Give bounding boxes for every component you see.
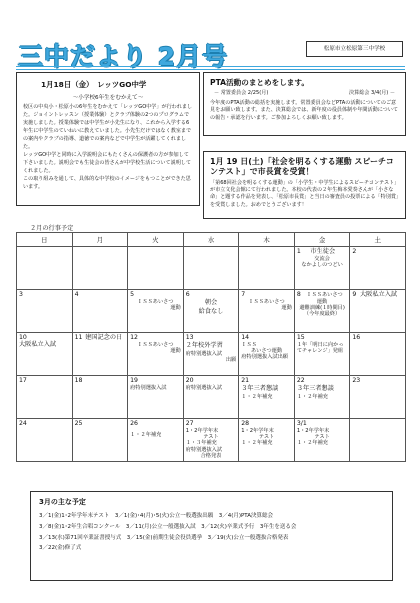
calendar-event: 府特別選抜入試 — [185, 446, 223, 453]
calendar-event: 府特別選抜入試 — [185, 385, 223, 391]
march-schedule-line: 3／13(水)第71回卒業証書授与式 3／15(金)前期生徒会役員選挙 3／19(火)公立一般選抜合格発表 — [39, 534, 289, 541]
pta-committee-date: － 常置委員会 2/25(月) — [214, 90, 269, 96]
article-lets-go-p1: 校区の中央小・松原小の6年生をむかえて「レッツGO中学」が行われました。ジョイントレッスン（授業体験）とクラブ体験の2つのプログラムで実施しました。授業体験では中学生が小先生になり、これから入学する6年生に中学生のていねいに教えていました。小先生だけではなく教室までの案内やクラブの指導、道徳での案内などで中学生が活躍してくれました。 — [23, 104, 193, 150]
calendar-event: テスト — [258, 434, 275, 441]
article-lets-go-p3: この取り組みを通して、具体的な中学校のイメージをもつことができた思います。 — [23, 176, 191, 190]
header-rule-thin — [16, 69, 405, 70]
calendar-day-cell — [239, 333, 295, 376]
calendar-event: あいさつ運動 — [250, 348, 283, 355]
weekday-wed: 水 — [183, 233, 239, 247]
calendar-event: 朝会 — [204, 299, 218, 306]
calendar-day-cell — [350, 333, 406, 376]
calendar-event: 給食なし — [198, 307, 224, 315]
calendar-event: ２年校外学習 — [185, 342, 223, 349]
calendar-event: 出願 — [225, 356, 237, 363]
day-number: 4 — [74, 291, 79, 298]
day-number: 8 — [296, 291, 301, 298]
pta-general-meeting-date: 決算総会 3/4(月) － — [349, 90, 395, 96]
calendar-event: 府特別選抜入試 — [130, 385, 167, 391]
day-number: 3 — [19, 291, 23, 298]
calendar-event: 1・2年学年末 — [296, 428, 330, 434]
school-name-box: 松原市立松原第三中学校 — [306, 41, 403, 57]
calendar-day-cell — [294, 290, 350, 333]
march-schedule-line: 3／8(金)1･2年生合唱コンクール 3／11(月)公立一般選抜入試 3／12(火)卒業式予行 3年生を送る会 — [39, 523, 297, 530]
article-lets-go-p2: レッツGO中学と同時に入学説明会にもたくさんの保護者の方が参加して下さいました。説明会でも生徒会の皆さんが中学校生活について説明してくれました。 — [23, 152, 191, 174]
calendar-day-cell — [239, 419, 295, 462]
calendar-event: ３年三者懇談 — [296, 385, 334, 392]
march-schedule-line: 3／1(金)1･2年学年末テスト 3／1(金)･4(月)･5(火)公立一般選抜出願 3／4(月)PTA決算総会 — [39, 513, 273, 519]
calendar-week — [17, 419, 406, 462]
calendar-day-cell — [128, 290, 184, 333]
calendar-day-cell — [350, 376, 406, 419]
calendar-day-cell — [128, 419, 184, 462]
day-number: 25 — [74, 420, 83, 427]
article-speech-heading: 1月 19 日(土)「社会を明るくする運動 スピーチコンテスト」で市長賞を受賞！ — [210, 157, 394, 176]
day-number: 16 — [352, 334, 361, 341]
day-number: 3/1 — [296, 420, 307, 427]
calendar-event: 合格発表 — [200, 452, 222, 459]
calendar-day-cell — [183, 376, 239, 419]
day-number: 20 — [185, 377, 194, 384]
day-number: 19 — [130, 377, 138, 384]
weekday-sun: 日 — [17, 233, 73, 247]
calendar-day-cell — [17, 247, 73, 290]
calendar-event: ３年三者懇談 — [241, 385, 279, 392]
calendar-event: 建国記念の日 — [85, 334, 123, 341]
calendar-event: １・２年補充 — [296, 440, 328, 447]
calendar-label: ２月の行事予定 — [30, 225, 74, 232]
calendar-day-cell — [17, 290, 73, 333]
calendar-event: １・２年補充 — [130, 432, 162, 438]
day-number: 21 — [241, 377, 250, 384]
calendar-event: １・２年補充 — [241, 440, 273, 447]
calendar-day-cell — [17, 333, 73, 376]
article-lets-go-heading: 1月18日（金） レッツGO中学 — [41, 80, 147, 89]
calendar-day-cell — [183, 419, 239, 462]
calendar-day-cell — [128, 247, 184, 290]
calendar-day-cell — [72, 333, 128, 376]
calendar-event: 府特別選抜入試出願 — [241, 354, 288, 361]
day-number: 15 — [296, 334, 305, 341]
calendar-day-cell — [128, 333, 184, 376]
calendar-event: １・３年補充 — [185, 440, 217, 447]
article-pta-dates — [210, 90, 399, 98]
weekday-sat: 土 — [350, 233, 406, 247]
calendar-day-cell — [294, 376, 350, 419]
calendar-event: １年「明日に向かってチャレンジ」発組 — [296, 342, 344, 355]
calendar-day-cell — [72, 247, 128, 290]
calendar-day-cell — [17, 376, 73, 419]
calendar-week — [17, 376, 406, 419]
day-number: 22 — [296, 377, 305, 384]
calendar-week — [17, 247, 406, 290]
calendar-event: 運動 — [316, 299, 328, 305]
article-lets-go — [16, 72, 200, 206]
calendar-day-cell — [183, 290, 239, 333]
calendar-day-cell — [239, 290, 295, 333]
calendar-day-cell — [239, 376, 295, 419]
calendar-day-cell — [294, 247, 350, 290]
calendar-event: ＩＳＳあいさつ — [137, 342, 174, 348]
day-number: 17 — [19, 377, 27, 384]
header-rule — [16, 66, 405, 67]
day-number: 9 — [352, 291, 357, 298]
calendar-day-cell — [239, 247, 295, 290]
day-number: 14 — [241, 334, 250, 341]
article-lets-go-subheading: ～小学校6年生をむかえて～ — [72, 95, 144, 101]
day-number: 10 — [19, 334, 27, 341]
weekday-fri: 金 — [294, 233, 350, 247]
calendar-event: 運動 — [170, 305, 181, 312]
calendar-day-cell — [350, 419, 406, 462]
calendar-event: 大阪私立入試 — [19, 341, 57, 348]
calendar-event: １・２年補充 — [241, 393, 273, 400]
calendar-day-cell — [72, 290, 128, 333]
calendar-day-cell — [350, 290, 406, 333]
weekday-tue: 火 — [128, 233, 184, 247]
article-speech-contest — [203, 151, 406, 219]
article-pta-body: 今年度のPTA活動の総括を実施します。常置委員会などPTAの活動についてのご意見をお願い致します。また、決算総会では、新年度の役員体制や年間活動についての報告・承認を行います。ご参加よろしくお願い致します。 — [210, 99, 398, 121]
article-pta — [203, 72, 406, 136]
day-number: 12 — [130, 334, 138, 341]
weekday-thu: 木 — [239, 233, 295, 247]
calendar-event: （今年度最終） — [303, 311, 341, 318]
calendar-event: 1・2年学年末 — [241, 428, 274, 434]
calendar-day-cell — [72, 376, 128, 419]
day-number: 26 — [130, 420, 138, 427]
calendar-event: 運動 — [281, 305, 292, 312]
calendar-day-cell — [183, 247, 239, 290]
calendar-event: ＩＳＳあいさつ — [137, 299, 174, 305]
day-number: 6 — [185, 291, 190, 298]
february-calendar — [16, 232, 406, 462]
newsletter-title: 三中だより 2月号 — [18, 42, 229, 71]
day-number: 13 — [185, 334, 194, 341]
calendar-event: 交流会 — [314, 256, 330, 262]
calendar-event: １・２年補充 — [296, 393, 328, 400]
calendar-event: ＩＳＳあいさつ — [306, 292, 343, 298]
calendar-week — [17, 290, 406, 333]
weekday-mon: 月 — [72, 233, 128, 247]
day-number: 1 — [296, 248, 301, 255]
day-number: 18 — [74, 377, 83, 384]
calendar-event: 市生徒会 — [310, 248, 336, 255]
calendar-event: ＩＳＳあいさつ — [248, 299, 285, 305]
calendar-day-cell — [72, 419, 128, 462]
day-number: 24 — [19, 420, 27, 427]
march-schedule-heading: 3月の主な予定 — [39, 498, 86, 506]
calendar-event: テスト — [203, 434, 219, 441]
calendar-day-cell — [294, 419, 350, 462]
day-number: 7 — [241, 291, 246, 298]
calendar-day-cell — [183, 333, 239, 376]
calendar-day-cell — [17, 419, 73, 462]
calendar-event: 避難訓練(１時間目) — [299, 305, 345, 312]
calendar-event: 1・2年学年末 — [185, 428, 219, 434]
article-speech-body: 「第68回社会を明るくする運動」の「小学生・中学生によるスピーチコンテスト」が市立文化会館にて行われました。本校の代表の２年生梅本愛奏さんが「小さな命」と題する作品を発表し、「松原市長賞」と当日の審査員の投票による「特別賞」を受賞しました。おめでとうございます！ — [210, 180, 399, 208]
calendar-day-cell — [294, 333, 350, 376]
march-schedule-line: 3／22(金)修了式 — [39, 545, 82, 552]
calendar-event: ＩＳＳ — [241, 342, 257, 348]
day-number: 5 — [130, 291, 135, 298]
day-number: 23 — [352, 377, 361, 384]
day-number: 11 — [74, 334, 83, 341]
calendar-day-cell — [350, 247, 406, 290]
calendar-event: 運動 — [170, 348, 181, 355]
day-number: 2 — [352, 248, 357, 255]
calendar-weekday-row — [17, 233, 406, 247]
calendar-event: 大阪私立入試 — [359, 291, 398, 298]
day-number: 27 — [185, 420, 194, 427]
day-number: 28 — [241, 420, 250, 427]
calendar-day-cell — [128, 376, 184, 419]
calendar-event: 府特別選抜入試 — [185, 350, 223, 357]
article-pta-heading: PTA活動のまとめをします。 — [210, 78, 309, 87]
calendar-event: テスト — [314, 434, 330, 441]
calendar-week — [17, 333, 406, 376]
march-schedule — [30, 491, 393, 581]
calendar-event: なかよしのつどい — [301, 262, 343, 269]
